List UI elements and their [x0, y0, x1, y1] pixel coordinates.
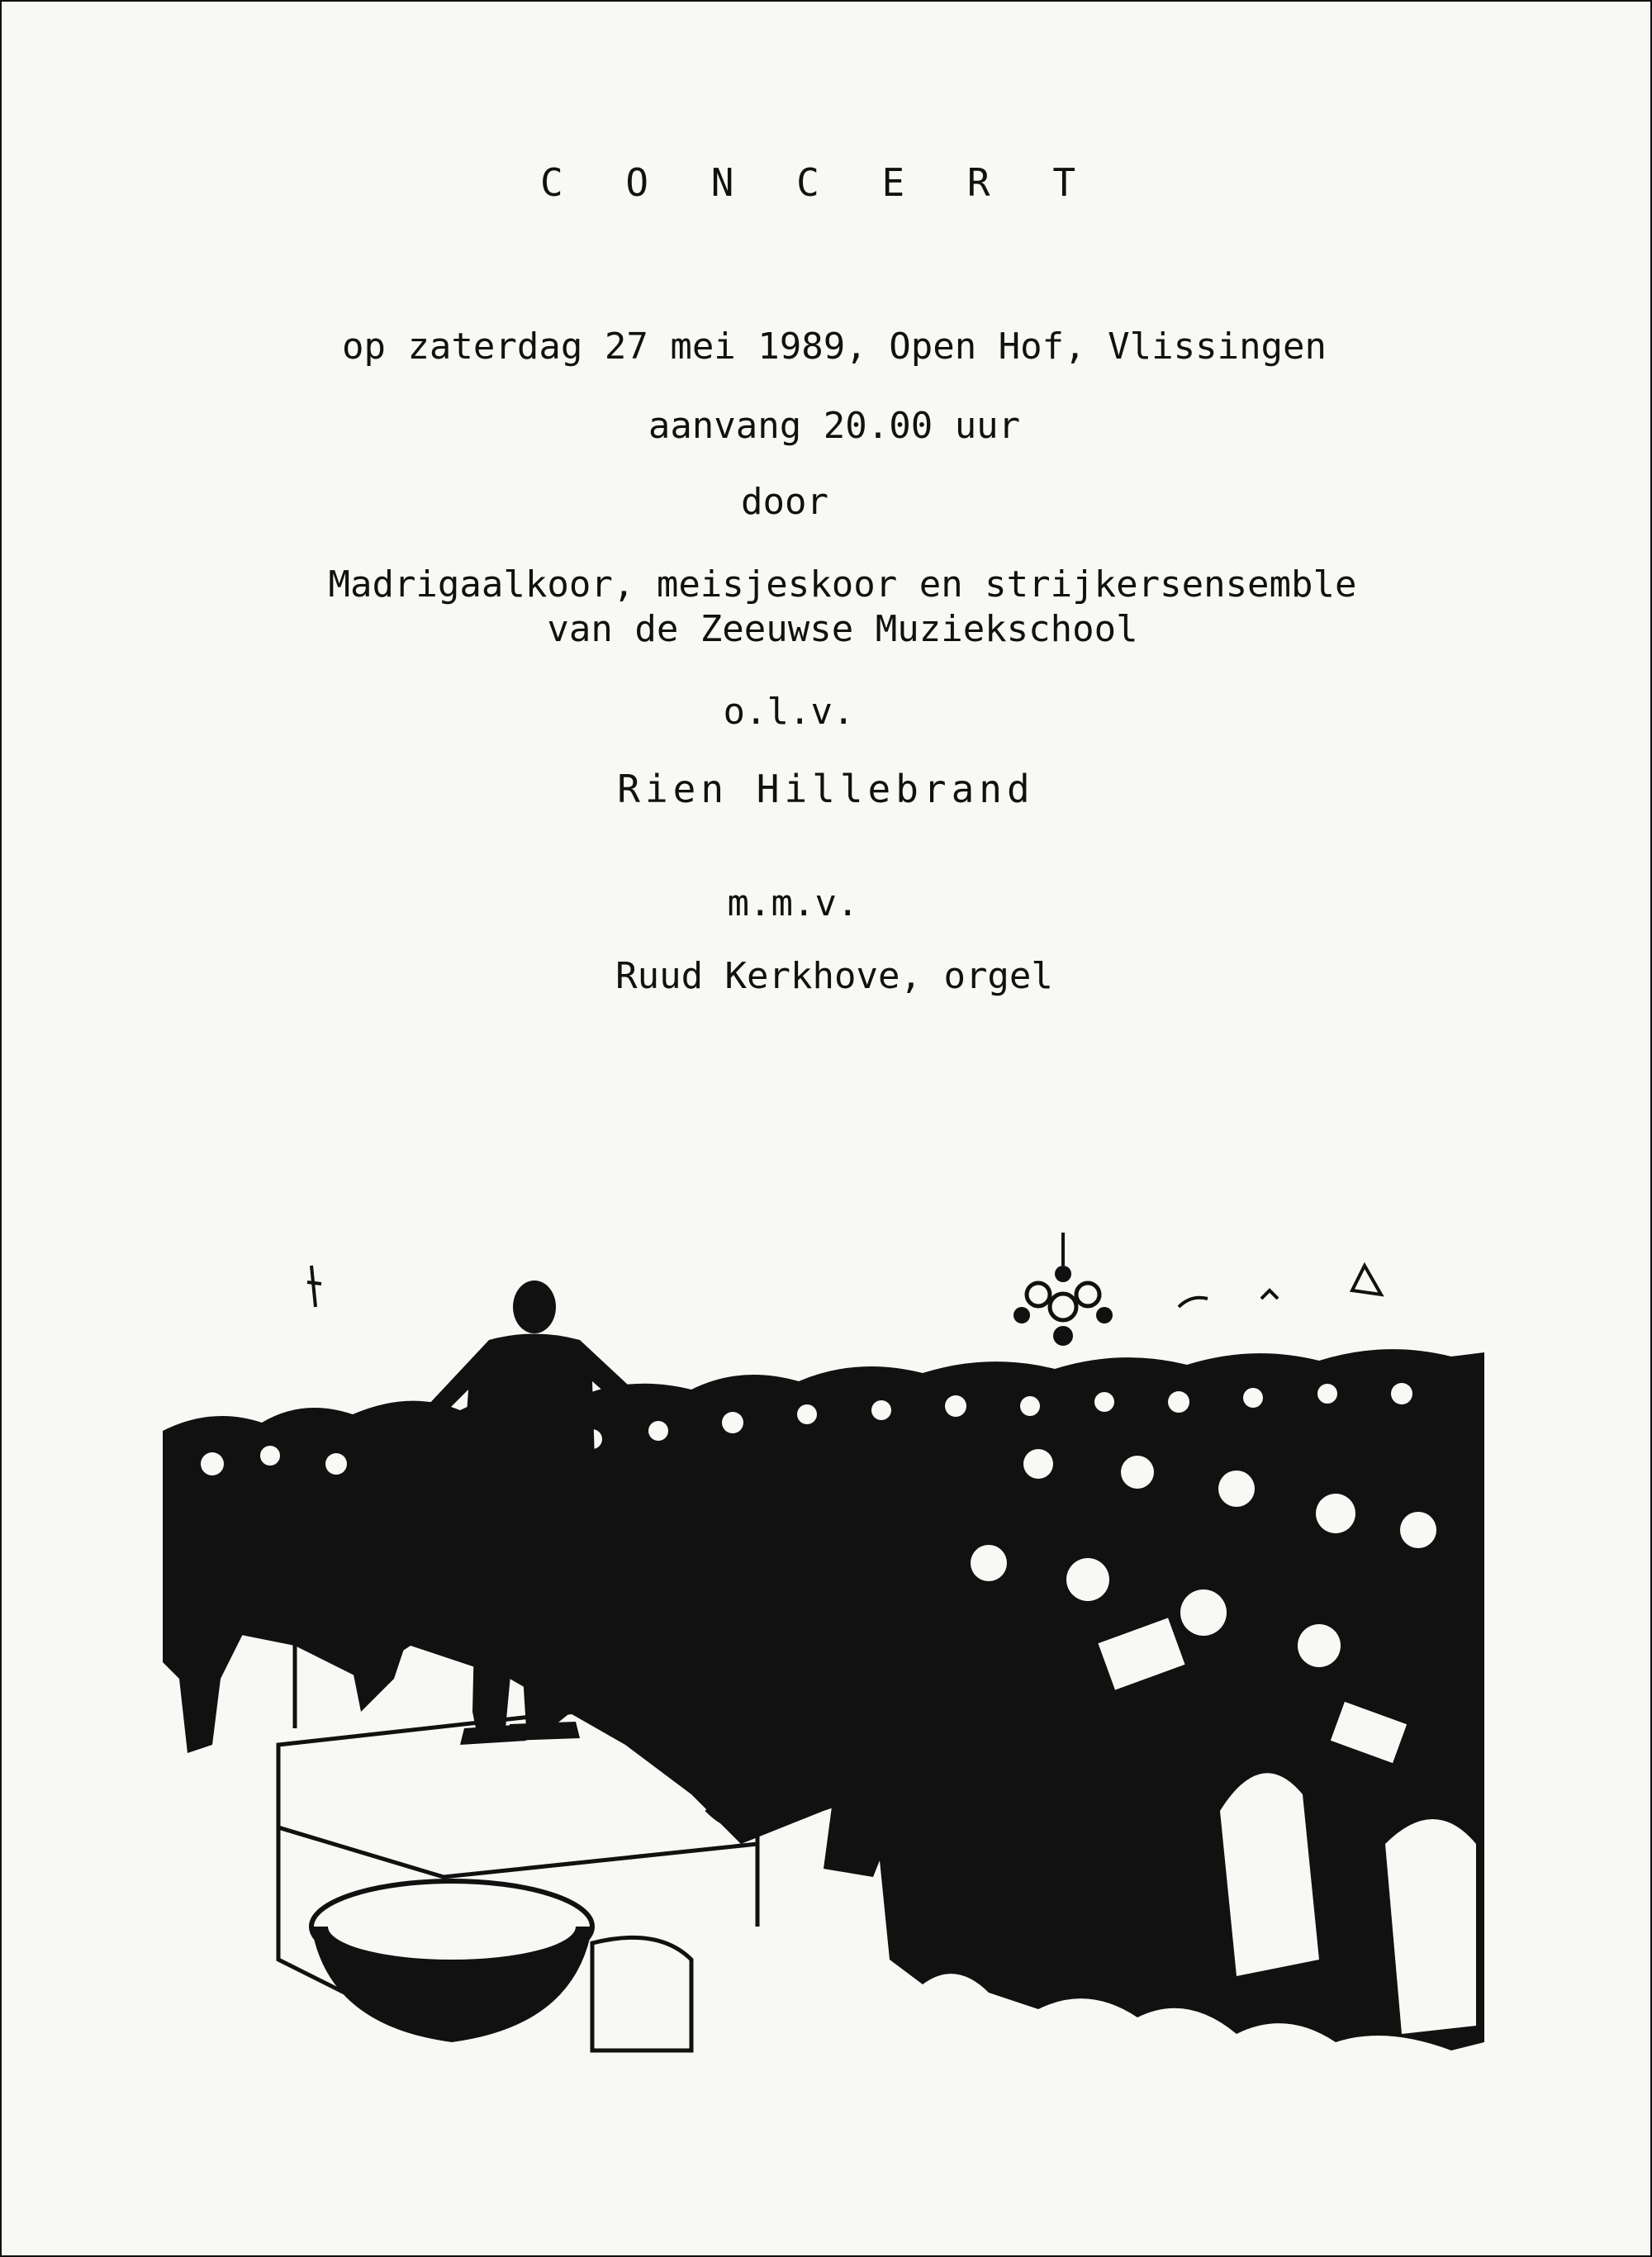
conductor-name: Rien Hillebrand — [617, 767, 1035, 811]
assist-label: m.m.v. — [727, 882, 859, 924]
date-location-line: op zaterdag 27 mei 1989, Open Hof, Vlissingen — [341, 325, 1327, 368]
orchestra-illustration — [163, 1216, 1484, 2067]
concert-title: C O N C E R T — [539, 160, 1096, 205]
conductor-label: o.l.v. — [723, 691, 855, 733]
performers-line-1: Madrigaalkoor, meisjeskoor en strijkersensemble — [328, 563, 1357, 606]
ceiling-marks — [307, 1266, 1381, 1307]
by-label: door — [741, 481, 828, 523]
kettle-drum — [311, 1881, 691, 2050]
assist-name: Ruud Kerkhove, orgel — [615, 955, 1053, 997]
chandelier-icon — [1014, 1233, 1113, 1346]
start-time-line: aanvang 20.00 uur — [648, 405, 1021, 447]
performers-line-2: van de Zeeuwse Muziekschool — [547, 608, 1138, 650]
